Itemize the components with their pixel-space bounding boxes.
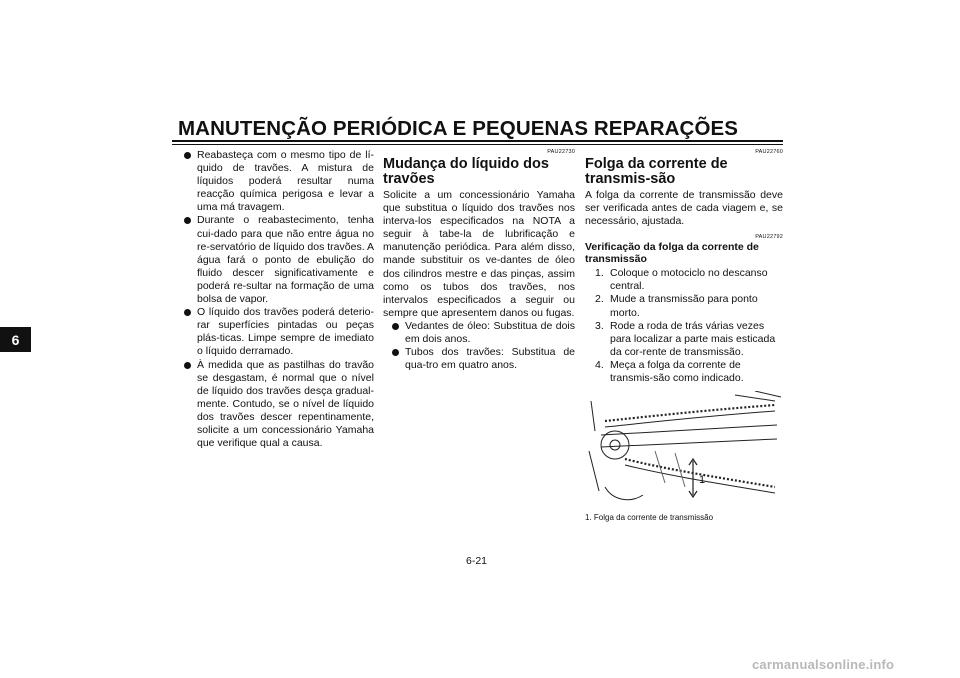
list-item: Vedantes de óleo: Substitua de dois em dois anos. xyxy=(391,320,575,346)
reference-code: PAU22760 xyxy=(755,149,783,155)
section-paragraph: A folga da corrente de transmissão deve ser verificada antes de cada viagem e, se necessário, ajustada. xyxy=(585,189,783,228)
page-title: MANUTENÇÃO PERIÓDICA E PEQUENAS REPARAÇÕES xyxy=(178,117,739,140)
subsection-heading: Verificação da folga da corrente de transmissão xyxy=(585,241,759,266)
bullet-icon xyxy=(184,362,191,369)
chain-illustration xyxy=(585,391,783,509)
reference-code: PAU22792 xyxy=(755,234,783,241)
column-1 xyxy=(183,149,374,450)
bullet-icon xyxy=(392,323,399,330)
column-3 xyxy=(585,149,783,524)
step-item: 4. Meça a folga da corrente de transmis-são como indicado. xyxy=(595,358,744,385)
figure-caption: 1. Folga da corrente de transmissão xyxy=(585,513,714,523)
bullet-icon xyxy=(184,217,191,224)
list-item: Tubos dos travões: Substitua de qua-tro em quatro anos. xyxy=(391,346,575,372)
chapter-tab: 6 xyxy=(0,327,31,352)
reference-code: PAU22730 xyxy=(547,149,575,155)
list-item: Reabasteça com o mesmo tipo de lí-quido de travões. A mistura de líquidos poderá resultar numa reacção química perigosa e levar a uma má travagem. xyxy=(183,149,374,214)
step-item: 2. Mude a transmissão para ponto morto. xyxy=(595,293,758,319)
title-rule-thin xyxy=(172,144,783,145)
page-number: 6-21 xyxy=(466,555,488,567)
step-item: 1. Coloque o motociclo no descanso central. xyxy=(595,267,768,293)
column-2 xyxy=(383,149,575,372)
bullet-icon xyxy=(184,152,191,159)
chain-slack-figure xyxy=(585,391,783,509)
bullet-icon xyxy=(184,309,191,316)
bullet-icon xyxy=(392,349,399,356)
section-paragraph: Solicite a um concessionário Yamaha que substitua o líquido dos travões nos interva-los especificados na NOTA a seguir à tabe-la de lubrificação e manutenção periódica. Para além disso, mande substituir os ve-dantes de óleo dos cilindros mestre e das pinças, assim como os tubos dos travões, nos intervalos especificados a seguir ou sempre que apresentem danos ou fugas. xyxy=(383,189,575,319)
watermark: carmanualsonline.info xyxy=(752,657,895,672)
section-heading: Folga da corrente de transmis-são xyxy=(585,156,728,187)
list-item: À medida que as pastilhas do travão se desgastam, é normal que o nível de líquido dos travões desça gradual-mente. Contudo, se o nível de líquido dos travões descer repentinamente, solicite a um concessionário Yamaha que verifique qual a causa. xyxy=(183,359,374,451)
figure-callout: 1 xyxy=(699,474,706,487)
list-item: O líquido dos travões poderá deterio-rar superfícies pintadas ou peças plás-ticas. Limpe sempre de imediato o líquido derramado. xyxy=(183,306,374,358)
section-heading: Mudança do líquido dos travões xyxy=(383,156,549,187)
title-rule xyxy=(172,140,783,142)
step-item: 3. Rode a roda de trás várias vezes para localizar a parte mais esticada da cor-rente de transmissão. xyxy=(595,319,776,358)
list-item: Durante o reabastecimento, tenha cui-dado para que não entre água no re-servatório de líquido dos travões. A água fará o ponto de ebulição do fluido descer significativamente e poderá re-sultar na formação de uma bolsa de vapor. xyxy=(183,214,374,306)
